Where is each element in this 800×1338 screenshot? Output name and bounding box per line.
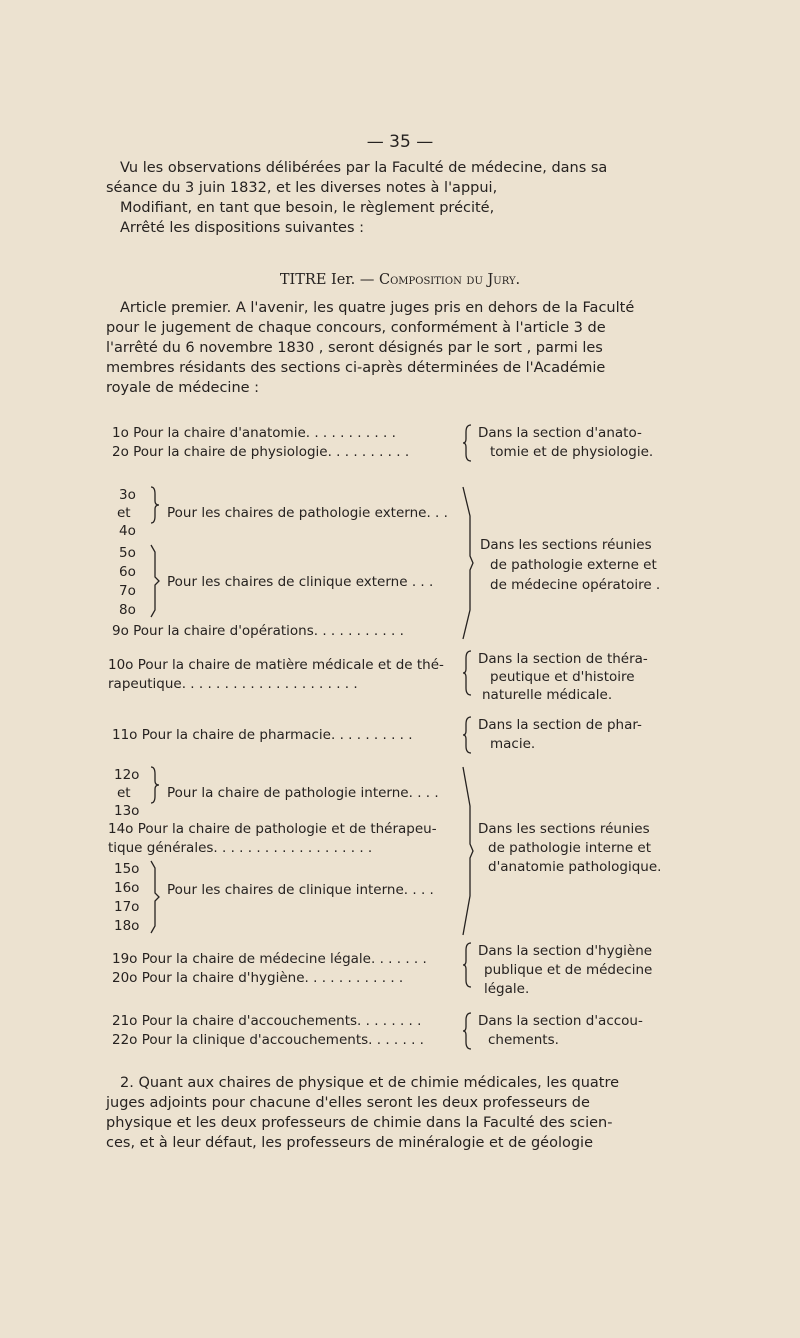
brace-group-2 bbox=[462, 486, 474, 640]
article2-line-3: physique et les deux professeurs de chimie dans la Faculté des scien- bbox=[106, 1115, 613, 1131]
num-3: 3o bbox=[119, 487, 136, 503]
list-item-9: 9o Pour la chaire d'opérations. . . . . . . . . . . bbox=[112, 623, 404, 639]
article2-line-2: juges adjoints pour chacune d'elles seront les deux professeurs de bbox=[106, 1095, 590, 1111]
title-prefix: TITRE Ier. — bbox=[279, 272, 375, 288]
list-item-10-cont: rapeutique. . . . . . . . . . . . . . . . . . . . . bbox=[108, 676, 358, 692]
label-clinique-externe: Pour les chaires de clinique externe . . . bbox=[167, 574, 434, 590]
num-8: 8o bbox=[119, 602, 136, 618]
section-g3-line-3: naturelle médicale. bbox=[482, 687, 613, 703]
section-g1-line-1: Dans la section d'anato- bbox=[478, 425, 642, 441]
section-g4-line-1: Dans la section de phar- bbox=[478, 717, 642, 733]
section-g4-line-2: macie. bbox=[490, 736, 536, 752]
intro-line-2: séance du 3 juin 1832, et les diverses notes à l'appui, bbox=[106, 180, 498, 196]
article1-line-4: membres résidants des sections ci-après déterminées de l'Académie bbox=[106, 360, 606, 376]
article2-line-4: ces, et à leur défaut, les professeurs de minéralogie et de géologie bbox=[106, 1135, 594, 1151]
list-item-14-cont: tique générales. . . . . . . . . . . . . . . . . . . bbox=[108, 840, 373, 856]
brace-nums-3-4 bbox=[150, 486, 160, 524]
list-item-21: 21o Pour la chaire d'accouchements. . . . . . . . bbox=[112, 1013, 422, 1029]
section-g2-line-3: de médecine opératoire . bbox=[490, 577, 661, 593]
intro-line-4: Arrêté les dispositions suivantes : bbox=[120, 220, 364, 236]
num-12: 12o bbox=[114, 767, 140, 783]
section-g7-line-1: Dans la section d'accou- bbox=[478, 1013, 643, 1029]
article1-line-3: l'arrêté du 6 novembre 1830 , seront désignés par le sort , parmi les bbox=[106, 340, 603, 356]
intro-line-3: Modifiant, en tant que besoin, le règlement précité, bbox=[120, 200, 495, 216]
num-6: 6o bbox=[119, 564, 136, 580]
brace-group-3 bbox=[463, 650, 473, 696]
num-et-2: et bbox=[117, 785, 131, 801]
list-item-1: 1o Pour la chaire d'anatomie. . . . . . . . . . . bbox=[112, 425, 396, 441]
brace-nums-5-8 bbox=[150, 544, 160, 618]
section-g5-line-3: d'anatomie pathologique. bbox=[488, 859, 662, 875]
section-g6-line-1: Dans la section d'hygiène bbox=[478, 943, 653, 959]
article1-line-2: pour le jugement de chaque concours, conformément à l'article 3 de bbox=[106, 320, 606, 336]
num-5: 5o bbox=[119, 545, 136, 561]
label-pathologie-interne: Pour la chaire de pathologie interne. . . . bbox=[167, 785, 439, 801]
num-18: 18o bbox=[114, 918, 140, 934]
num-7: 7o bbox=[119, 583, 136, 599]
article2-line-1: 2. Quant aux chaires de physique et de chimie médicales, les quatre bbox=[120, 1075, 620, 1091]
list-item-20: 20o Pour la chaire d'hygiène. . . . . . . . . . . . bbox=[112, 970, 404, 986]
num-4: 4o bbox=[119, 523, 136, 539]
section-g2-line-1: Dans les sections réunies bbox=[480, 537, 652, 553]
section-title bbox=[0, 272, 800, 288]
section-g7-line-2: chements. bbox=[488, 1032, 559, 1048]
section-g3-line-2: peutique et d'histoire bbox=[490, 669, 635, 685]
section-g6-line-3: légale. bbox=[484, 981, 530, 997]
section-g6-line-2: publique et de médecine bbox=[484, 962, 653, 978]
title-name: Composition du Jury. bbox=[379, 272, 521, 288]
article1-line-5: royale de médecine : bbox=[106, 380, 260, 396]
brace-nums-12-13 bbox=[150, 766, 160, 804]
section-g3-line-1: Dans la section de théra- bbox=[478, 651, 648, 667]
num-15: 15o bbox=[114, 861, 140, 877]
article1-line-1: Article premier. A l'avenir, les quatre juges pris en dehors de la Faculté bbox=[120, 300, 635, 316]
brace-group-1 bbox=[463, 424, 473, 462]
num-17: 17o bbox=[114, 899, 140, 915]
brace-group-7 bbox=[463, 1012, 473, 1050]
section-g5-line-1: Dans les sections réunies bbox=[478, 821, 650, 837]
num-16: 16o bbox=[114, 880, 140, 896]
list-item-11: 11o Pour la chaire de pharmacie. . . . . . . . . . bbox=[112, 727, 413, 743]
intro-line-1: Vu les observations délibérées par la Faculté de médecine, dans sa bbox=[120, 160, 608, 176]
num-13: 13o bbox=[114, 803, 140, 819]
brace-group-4 bbox=[463, 716, 473, 754]
section-g2-line-2: de pathologie externe et bbox=[490, 557, 657, 573]
section-g5-line-2: de pathologie interne et bbox=[488, 840, 652, 856]
brace-group-6 bbox=[463, 942, 473, 988]
list-item-10: 10o Pour la chaire de matière médicale et de thé- bbox=[108, 657, 444, 673]
list-item-22: 22o Pour la clinique d'accouchements. . . . . . . bbox=[112, 1032, 424, 1048]
label-clinique-interne: Pour les chaires de clinique interne. . . . bbox=[167, 882, 434, 898]
brace-group-5 bbox=[462, 766, 474, 936]
num-et-1: et bbox=[117, 505, 131, 521]
list-item-14: 14o Pour la chaire de pathologie et de thérapeu- bbox=[108, 821, 437, 837]
label-pathologie-externe: Pour les chaires de pathologie externe. . . bbox=[167, 505, 448, 521]
brace-nums-15-18 bbox=[150, 860, 160, 934]
list-item-2: 2o Pour la chaire de physiologie. . . . . . . . . . bbox=[112, 444, 410, 460]
page-number: — 35 — bbox=[366, 132, 434, 152]
list-item-19: 19o Pour la chaire de médecine légale. . . . . . . bbox=[112, 951, 427, 967]
section-g1-line-2: tomie et de physiologie. bbox=[490, 444, 654, 460]
